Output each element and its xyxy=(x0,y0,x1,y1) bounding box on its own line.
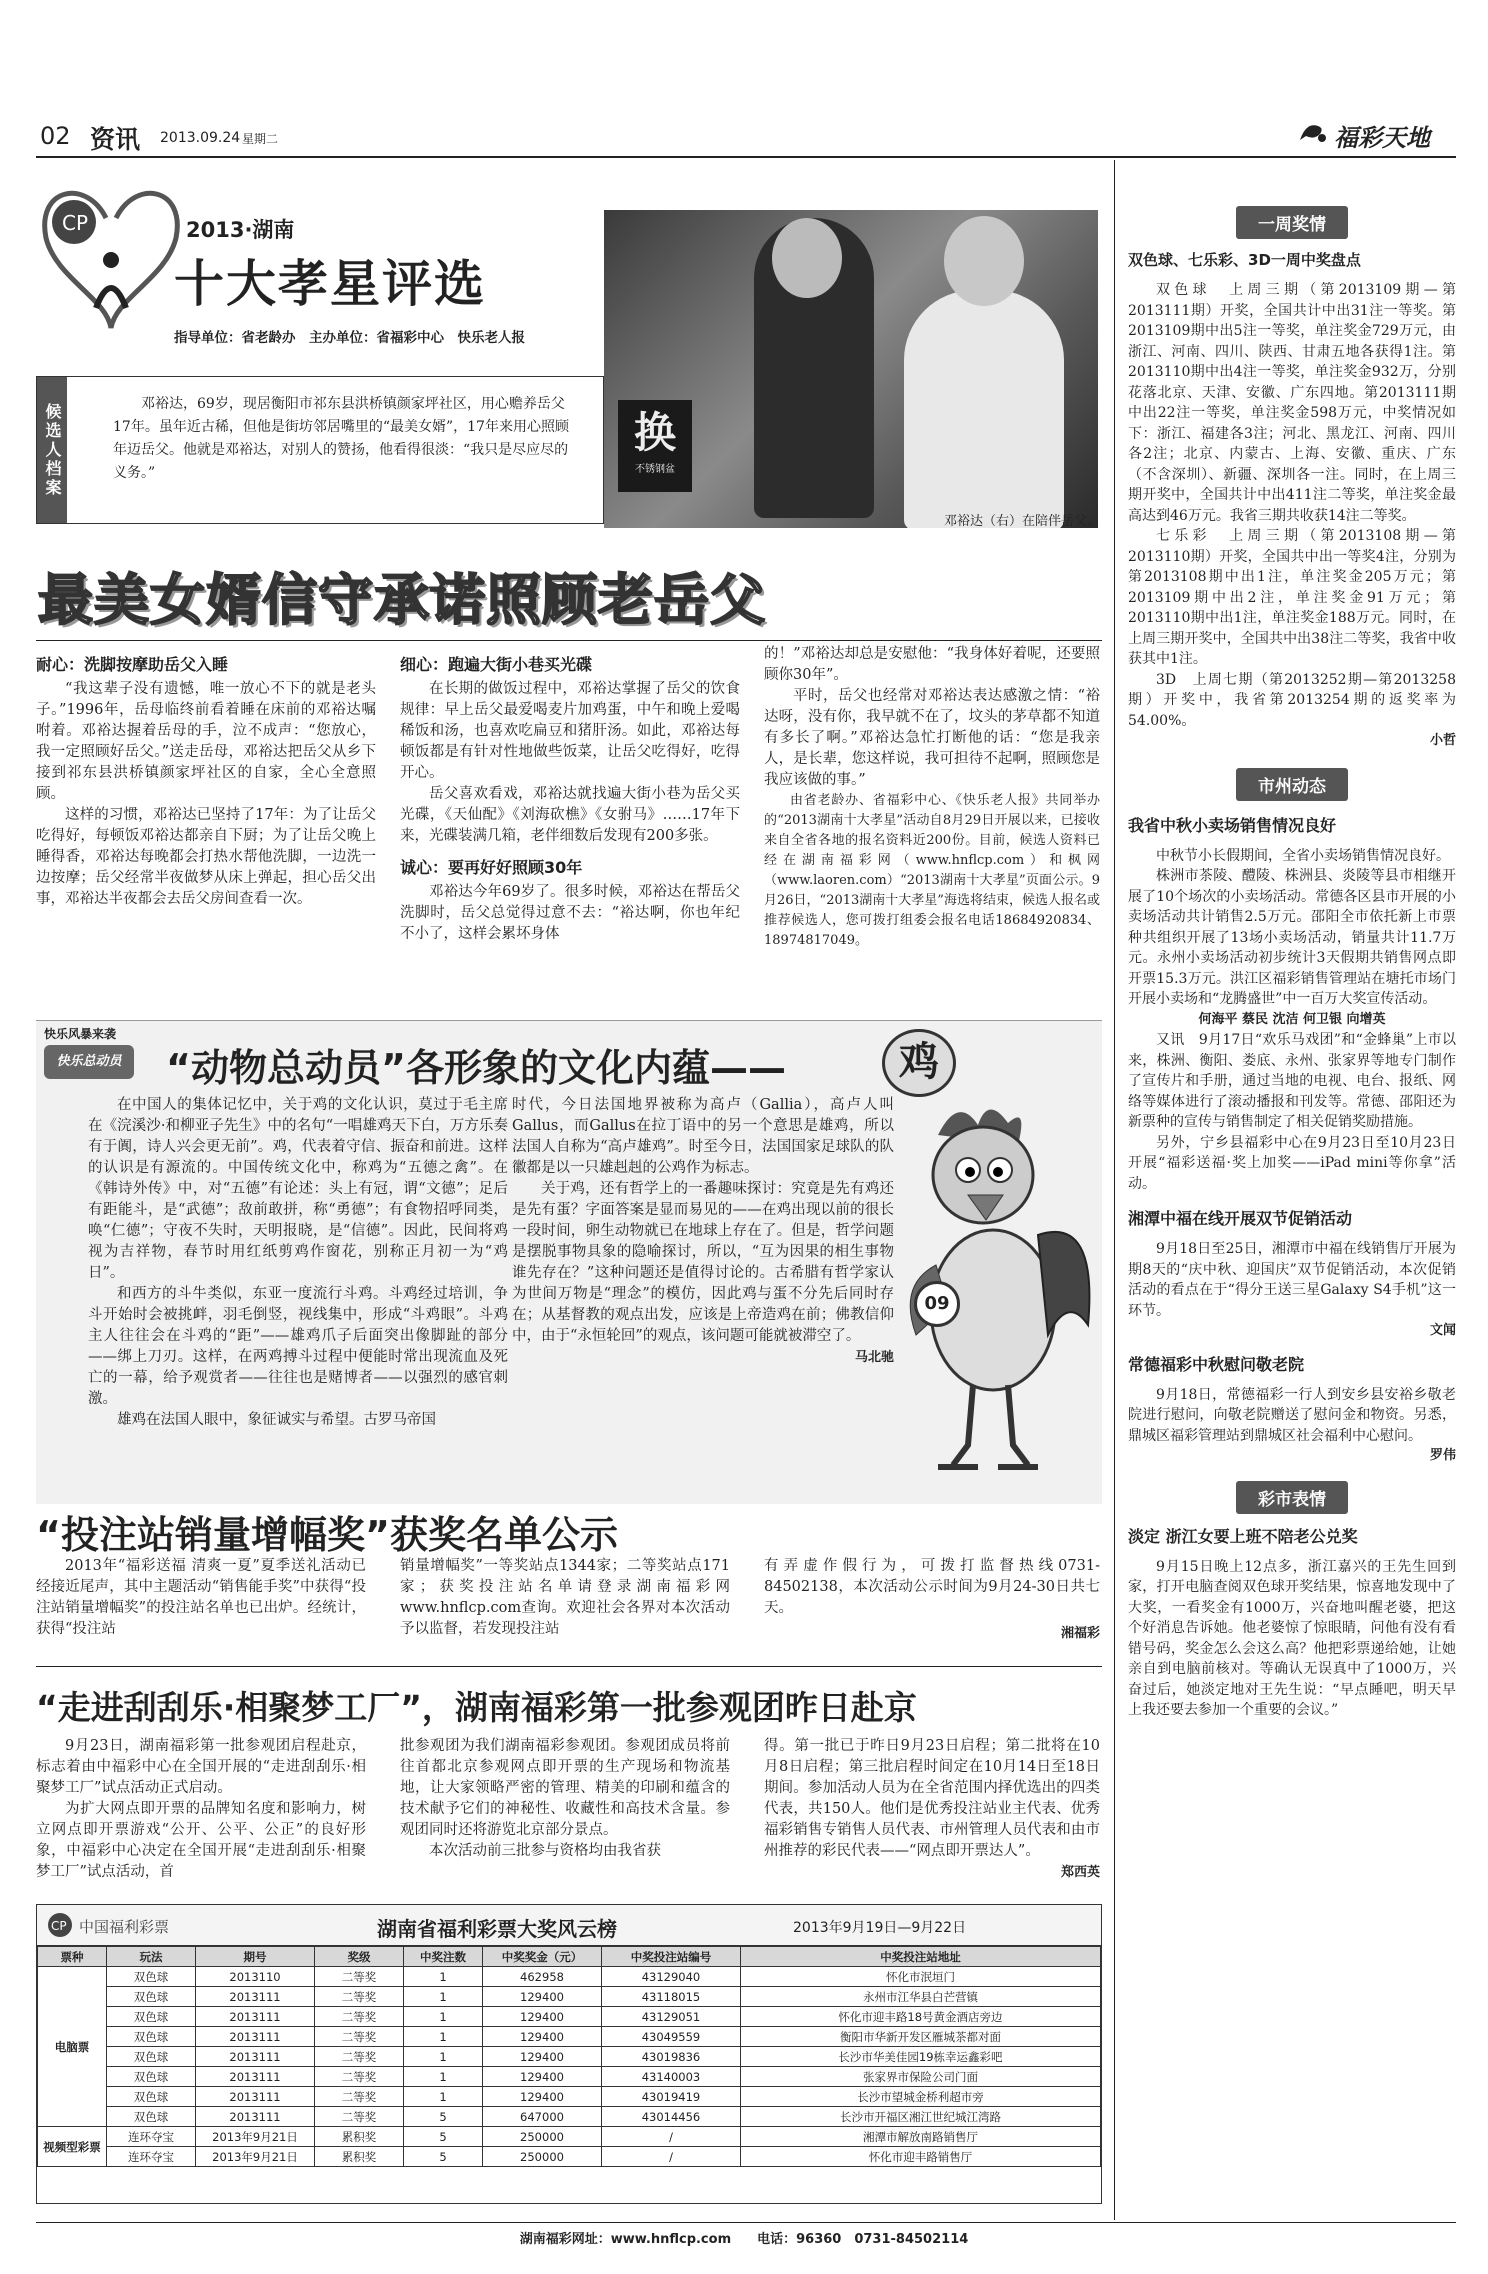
cell: 双色球 xyxy=(107,1967,196,1987)
cell: 43019419 xyxy=(602,2087,741,2107)
col-header: 票种 xyxy=(38,1947,107,1967)
pop-tag: 彩市表情 xyxy=(1236,1481,1348,1514)
rooster-section xyxy=(36,1020,1102,1504)
cell: 累积奖 xyxy=(315,2127,404,2147)
table-row xyxy=(38,1967,1101,1987)
col-header: 期号 xyxy=(196,1947,315,1967)
brand-name: 福彩天地 xyxy=(1334,123,1430,152)
cell: 长沙市华美佳园19栋幸运鑫彩吧 xyxy=(741,2047,1101,2067)
table-row xyxy=(38,2027,1101,2047)
rooster-para: 时代，今日法国地界被称为高卢（Gallia），高卢人叫Gallus，而Gallus在拉丁语中的另一个意思是雄鸡，所以法国人自称为“高卢雄鸡”。时至今日，法国国家足球队的队徽都是以一只雄赳赳的公鸡作为标志。 xyxy=(512,1097,894,1176)
col-header: 中奖投注站编号 xyxy=(602,1947,741,1967)
award-col-1 xyxy=(36,1556,366,1640)
col2-subhead-2: 诚心：要再好好照顾30年 xyxy=(400,858,583,877)
col-header: 中奖投注站地址 xyxy=(741,1947,1101,1967)
visit-para: 本次活动前三批参与资格均由我省获 xyxy=(429,1843,661,1859)
prize-table-head-row xyxy=(38,1947,1101,1967)
event-banner xyxy=(36,176,596,356)
cell: 双色球 xyxy=(107,2027,196,2047)
svg-text:CP: CP xyxy=(62,211,89,235)
banner-sponsors: 指导单位：省老龄办 主办单位：省福彩中心 快乐老人报 xyxy=(174,330,525,346)
cell: 647000 xyxy=(483,2107,602,2127)
col2-subhead: 细心：跑遍大街小巷买光碟 xyxy=(400,655,593,674)
prize-table-title: 湖南省福利彩票大奖风云榜 xyxy=(377,1917,617,1941)
cell: 双色球 xyxy=(107,2047,196,2067)
cell: 长沙市开福区湘江世纪城江湾路 xyxy=(741,2107,1101,2127)
cell: 2013111 xyxy=(196,2007,315,2027)
cell: 129400 xyxy=(483,2027,602,2047)
cell: 1 xyxy=(404,2047,483,2067)
photo-sign: 换 不锈钢盆 xyxy=(618,400,692,492)
cell: 二等奖 xyxy=(315,2087,404,2107)
rooster-title: “动物总动员”各形象的文化内蕴—— xyxy=(166,1046,786,1090)
issue-weekday: 星期二 xyxy=(242,132,279,146)
svg-text:CP: CP xyxy=(51,1919,67,1933)
cell: 二等奖 xyxy=(315,2027,404,2047)
visit-col-3 xyxy=(764,1736,1100,1883)
col3-para: 的！”邓裕达却总是安慰他：“我身体好着呢，还要照顾你30年”。 xyxy=(764,646,1100,683)
welfare-lottery-logo-icon xyxy=(47,1912,73,1942)
city-para: 株洲市茶陵、醴陵、株洲县、炎陵等县市相继开展了10个场次的小卖场活动。常德各区县市开展的小卖场活动共计销售2.5万元。邵阳全市依托新上市票种共组织开展了13场小卖场活动，销量共计11.7万元。永州小卖场活动初步统计3天假期共销售网点即开票15.3万元。洪江区福彩销售管理站在塘托市场门开展小卖场和“龙腾盛世”中一百万大奖宣传活动。 xyxy=(1128,868,1456,1007)
event-notice: 由省老龄办、省福彩中心、《快乐老人报》共同举办的“2013湖南十大孝星”活动自8月29日开展以来，已接收来自全省各地的报名资料近200份。目前，候选人资料已经在湖南福彩网（www.hnflcp.com）和枫网（www.laoren.com）“2013湖南十大孝星”页面公示。9月26日，“2013湖南十大孝星”海选将结束，候选人报名或推荐候选人，您可拨打组委会报名电话18684920834、18974817049。 xyxy=(764,793,1100,948)
cell: 二等奖 xyxy=(315,2067,404,2087)
visit-para: 得。第一批已于昨日9月23日启程；第二批将在10月8日启程；第三批启程时间定在10月14日至18日期间。参加活动人员为在全省范围内择优选出的四类代表，共150人。他们是优秀投注站业主代表、优秀福彩销售专销售人员代表、市州管理人员代表和由市州推荐的彩民代表——“网点即开票达人”。 xyxy=(764,1738,1100,1859)
weekly-author: 小哲 xyxy=(1429,733,1456,748)
photo-elder-head xyxy=(772,218,842,298)
cell: 二等奖 xyxy=(315,1967,404,1987)
cell: 43019836 xyxy=(602,2047,741,2067)
city-tag: 市州动态 xyxy=(1236,768,1348,801)
cell: 二等奖 xyxy=(315,1987,404,2007)
city-para: 9月18日，常德福彩一行人到安乡县安裕乡敬老院进行慰问，向敬老院赠送了慰问金和物资。另悉，鼎城区福彩管理站到鼎城区社会福利中心慰问。 xyxy=(1128,1386,1456,1444)
award-title: “投注站销量增幅奖”获奖名单公示 xyxy=(36,1513,618,1557)
visit-col-2 xyxy=(400,1736,730,1862)
cell: 2013年9月21日 xyxy=(196,2127,315,2147)
cell: 43140003 xyxy=(602,2067,741,2087)
col2b-para: 邓裕达今年69岁了。很多时候，邓裕达在帮岳父洗脚时，岳父总觉得过意不去：“裕达啊，你也年纪不小了，这样会累坏身体 xyxy=(400,884,740,942)
main-title-rule xyxy=(36,640,1102,641)
cell: 2013111 xyxy=(196,1987,315,2007)
cell: 双色球 xyxy=(107,1987,196,2007)
visit-title: “走进刮刮乐·相聚梦工厂”，湖南福彩第一批参观团昨日赴京 xyxy=(36,1688,917,1727)
heart-logo-icon xyxy=(36,178,186,350)
footer-rule xyxy=(36,2222,1456,2223)
prize-table xyxy=(37,1946,1101,2167)
rooster-author: 马北驰 xyxy=(854,1350,894,1365)
col-header: 中奖奖金（元） xyxy=(483,1947,602,1967)
col1-subhead: 耐心：洗脚按摩助岳父入睡 xyxy=(36,655,229,674)
cell: 1 xyxy=(404,2027,483,2047)
cell: 怀化市泯垣门 xyxy=(741,1967,1101,1987)
award-col-3 xyxy=(764,1556,1100,1644)
cell: 129400 xyxy=(483,2087,602,2107)
col1-para: 这样的习惯，邓裕达已坚持了17年：为了让岳父吃得好，每顿饭邓裕达都亲自下厨；为了让岳父晚上睡得香，邓裕达每晚都会打热水帮他洗脚，一边洗一边按摩；岳父经常半夜做梦从床上弹起，担心岳父出事，邓裕达半夜都会去岳父房间查看一次。 xyxy=(36,807,376,907)
cell: 2013111 xyxy=(196,2047,315,2067)
candidate-box xyxy=(36,376,604,524)
prize-table-period: 2013年9月19日—9月22日 xyxy=(793,1920,967,1936)
page-header xyxy=(36,118,1456,160)
page-footer: 湖南福彩网址：www.hnflcp.com 电话：96360 0731-84502114 xyxy=(519,2232,969,2247)
rooster-col-1 xyxy=(88,1095,508,1431)
col2-para: 在长期的做饭过程中，邓裕达掌握了岳父的饮食规律：早上岳父最爱喝麦片加鸡蛋，中午和晚上爱喝稀饭和汤，也喜欢吃扁豆和猪肝汤。如此，邓裕达每顿饭都是有针对性地做些饭菜，让岳父吃得好，吃得开心。 xyxy=(400,681,740,781)
city-para: 又讯 9月17日“欢乐马戏团”和“金蜂巢”上市以来，株洲、衡阳、娄底、永州、张家界等地专门制作了宣传片和手册，通过当地的电视、电台、报纸、网络等媒体进行了滚动播报和刊发等。常德、邵阳还为新票种的宣传与销售制定了相关促销奖励措施。 xyxy=(1128,1032,1456,1130)
rooster-para: 在中国人的集体记忆中，关于鸡的文化认识，莫过于毛主席在《浣溪沙·和柳亚子先生》中的名句“一唱雄鸡天下白，万方乐奏有于阗，诗人兴会更无前”。鸡，代表着守信、振奋和前进。这样的认识是有源流的。中国传统文化中，称鸡为“五德之禽”。在《韩诗外传》中，对“五德”有论述：头上有冠，谓“文德”；足后有距能斗，是“武德”；敌前敢拼，称“勇德”；有食物招呼同类，唤“仁德”；守夜不失时，天明报晓，是“信德”。因此，民间将鸡视为吉祥物，春节时用红纸剪鸡作窗花，别称正月初一为“鸡日”。 xyxy=(88,1097,508,1281)
candidate-tag: 候选人档案 xyxy=(37,377,67,523)
brand-logo-icon xyxy=(1298,120,1328,146)
city-title-2: 湘潭中福在线开展双节促销活动 xyxy=(1128,1209,1353,1228)
table-row xyxy=(38,2047,1101,2067)
prize-table-box xyxy=(36,1904,1102,2204)
cell: 1 xyxy=(404,2067,483,2087)
cell: 129400 xyxy=(483,2007,602,2027)
header-rule xyxy=(36,156,1456,158)
main-article-col-2 xyxy=(400,652,740,945)
col-header: 奖级 xyxy=(315,1947,404,1967)
candidate-text: 邓裕达，69岁，现居衡阳市祁东县洪桥镇颜家坪社区，用心赡养岳父17年。虽年近古稀，但他是街坊邻居嘴里的“最美女婿”，17年来用心照顾年迈岳父。他就是邓裕达，对别人的赞扬，他看得很淡：“我只是尽应尽的义务。” xyxy=(113,396,569,481)
cell: 2013110 xyxy=(196,1967,315,1987)
rooster-para: 雄鸡在法国人眼中，象征诚实与希望。古罗马帝国 xyxy=(117,1412,436,1428)
table-row xyxy=(38,2107,1101,2127)
photo-caption: 邓裕达（右）在陪伴岳父。 xyxy=(943,514,1100,529)
cell: 永州市江华县白芒营镇 xyxy=(741,1987,1101,2007)
main-article-col-1 xyxy=(36,652,376,910)
rooster-para: 和西方的斗牛类似，东亚一度流行斗鸡。斗鸡经过培训，争斗开始时会被挑衅，羽毛倒竖，视线集中，形成“斗鸡眼”。斗鸡主人往往会在斗鸡的“距”——雄鸡爪子后面突出像脚趾的部分——绑上刀刃。这样，在两鸡搏斗过程中便能时常出现流血及死亡的一幕，给予观赏者——往往也是赌博者——以强烈的感官刺激。 xyxy=(88,1286,508,1407)
page-number: 02 xyxy=(40,122,71,150)
weekly-title: 双色球、七乐彩、3D一周中奖盘点 xyxy=(1128,251,1361,269)
col2-para: 岳父喜欢看戏，邓裕达就找遍大街小巷为岳父买光碟，《天仙配》《刘海砍樵》《女驸马》……17年下来，光碟装满几箱，老伴细数后发现有200多张。 xyxy=(400,786,740,844)
award-author: 湘福彩 xyxy=(1060,1626,1100,1641)
main-article-col-3 xyxy=(764,644,1100,951)
cell: 129400 xyxy=(483,2067,602,2087)
cell: 湘潭市解放南路销售厅 xyxy=(741,2127,1101,2147)
cell: 张家界市保险公司门面 xyxy=(741,2067,1101,2087)
cell: 1 xyxy=(404,1987,483,2007)
col1-para: “我这辈子没有遗憾，唯一放心不下的就是老头子。”1996年，岳母临终前看着睡在床前的邓裕达嘱咐着。邓裕达握着岳母的手，泣不成声：“您放心，我一定照顾好岳父。”送走岳母，邓裕达把岳父从乡下接到祁东县洪桥镇颜家坪社区的自家，全心全意照顾。 xyxy=(36,681,376,802)
cell: / xyxy=(602,2127,741,2147)
section-name: 资讯 xyxy=(90,125,141,154)
cell: 衡阳市华新开发区雁城茶都对面 xyxy=(741,2027,1101,2047)
cell: 5 xyxy=(404,2147,483,2167)
photo-man-head xyxy=(944,216,1024,306)
issue-date: 2013.09.24 xyxy=(160,130,241,146)
cell: 1 xyxy=(404,2007,483,2027)
cell: 2013111 xyxy=(196,2107,315,2127)
cell: 43049559 xyxy=(602,2027,741,2047)
cell: 2013年9月21日 xyxy=(196,2147,315,2167)
visit-para: 为扩大网点即开票的品牌知名度和影响力，树立网点即开票游戏“公开、公平、公正”的良好形象，中福彩中心决定在全国开展“走进刮刮乐·相聚梦工厂”试点活动，首 xyxy=(36,1801,366,1880)
table-row xyxy=(38,2007,1101,2027)
article-photo xyxy=(604,210,1098,528)
sidebar-divider xyxy=(1114,160,1115,2220)
cell: 长沙市望城金桥利超市旁 xyxy=(741,2087,1101,2107)
weekly-para: 双色球 上周三期（第2013109期—第2013111期）开奖，全国共计中出31注一等奖。第2013109期中出5注一等奖，单注奖金729万元，由浙江、河南、四川、陕西、甘肃五地各获得1注。第2013110期中出4注一等奖，单注奖金932万，分别花落北京、天津、安徽、广东四地。第2013111期中出22注一等奖，单注奖金598万元，中奖情况如下：浙江、福建各3注；河北、黑龙江、河南、四川各2注；北京、内蒙古、上海、安徽、重庆、广东（不含深圳）、新疆、深圳各一注。同时，在上周三期开奖中，全国共计中出411注二等奖，单注奖金最高达到46万元。我省三期共收获14注二等奖。 xyxy=(1128,282,1456,524)
pop-para: 9月15日晚上12点多，浙江嘉兴的王先生回到家，打开电脑查阅双色球开奖结果，惊喜地发现中了大奖，一看奖金有1000万，兴奋地叫醒老婆，把这个好消息告诉她。他老婆惊了惊眼睛，问他有没有看错号码，奖金怎么会这么高？他把彩票递给她，让她亲自到电脑前核对。等确认无误真中了1000万，兴奋过后，她淡定地对王先生说：“早点睡吧，明天早上我还要去参加一个重要的会议。” xyxy=(1128,1558,1456,1718)
welfare-lottery-logo-text: 中国福利彩票 xyxy=(79,1918,170,1936)
cell: 二等奖 xyxy=(315,2007,404,2027)
rooster-badge: 快乐总动员 xyxy=(44,1045,134,1079)
cell: 双色球 xyxy=(107,2007,196,2027)
sidebar xyxy=(1128,206,1456,2206)
cell: 2013111 xyxy=(196,2067,315,2087)
table-row xyxy=(38,2067,1101,2087)
city-para: 另外，宁乡县福彩中心在9月23日至10月23日开展“福彩送福·奖上加奖——iPad mini等你拿”活动。 xyxy=(1128,1134,1456,1192)
cell: 连环夺宝 xyxy=(107,2147,196,2167)
col-header: 中奖注数 xyxy=(404,1947,483,1967)
city-para: 中秋节小长假期间，全省小卖场销售情况良好。 xyxy=(1156,847,1450,864)
table-row xyxy=(38,2147,1101,2167)
cell: 累积奖 xyxy=(315,2147,404,2167)
award-para: 销量增幅奖”一等奖站点1344家；二等奖站点171家；获奖投注站名单请登录湖南福彩网www.hnflcp.com查询。欢迎社会各界对本次活动予以监督，若发现投注站 xyxy=(400,1558,730,1637)
visit-para: 批参观团为我们湖南福彩参观团。参观团成员将前往首都北京参观网点即开票的生产现场和物流基地，让大家领略严密的管理、精美的印刷和蕴含的技术献予它们的神秘性、收藏性和高技术含量。参观团同时还将游览北京部分景点。 xyxy=(400,1738,730,1838)
cell: 怀化市迎丰路销售厅 xyxy=(741,2147,1101,2167)
photo-man-figure xyxy=(904,290,1064,528)
visit-col-1 xyxy=(36,1736,366,1883)
cell: 双色球 xyxy=(107,2067,196,2087)
city-title-1: 我省中秋小卖场销售情况良好 xyxy=(1128,815,1337,835)
table-row xyxy=(38,2087,1101,2107)
award-col-2 xyxy=(400,1556,730,1640)
cell: 43129040 xyxy=(602,1967,741,1987)
cell: 双色球 xyxy=(107,2107,196,2127)
cell: 250000 xyxy=(483,2127,602,2147)
city-authors: 何海平 蔡民 沈洁 何卫银 向增英 xyxy=(1198,1011,1386,1027)
cell: 43118015 xyxy=(602,1987,741,2007)
table-row xyxy=(38,1987,1101,2007)
weekly-para: 七乐彩 上周三期（第2013108期—第2013110期）开奖，全国共中出一等奖4注，分别为第2013108期中出1注，单注奖金205万元；第2013109期中出2注，单注奖金91万元；第2013110期中出1注，单注奖金188万元。同时，在上周三期开奖中，全国共中出38注二等奖，我省中收获其中1注。 xyxy=(1128,528,1456,667)
rooster-col-2 xyxy=(512,1095,894,1368)
cell: 43129051 xyxy=(602,2007,741,2027)
cell: 2013111 xyxy=(196,2087,315,2107)
cell: 2013111 xyxy=(196,2027,315,2047)
cell: 二等奖 xyxy=(315,2047,404,2067)
award-para: 有弄虚作假行为，可拨打监督热线0731-84502138，本次活动公示时间为9月24-30日共七天。 xyxy=(764,1558,1100,1616)
weekly-para: 3D 上周七期（第2013252期—第2013258期）开奖中，我省第2013254期的返奖率为54.00%。 xyxy=(1128,671,1456,729)
visit-author: 郑西英 xyxy=(1060,1865,1100,1880)
cell: 连环夺宝 xyxy=(107,2127,196,2147)
award-rule xyxy=(36,1666,1102,1667)
city-author-3: 罗伟 xyxy=(1429,1448,1456,1463)
cell: 1 xyxy=(404,2087,483,2107)
rooster-brand: 快乐风暴来袭 xyxy=(44,1027,117,1041)
pop-title: 淡定 浙江女要上班不陪老公兑奖 xyxy=(1128,1526,1358,1546)
cell: 129400 xyxy=(483,1987,602,2007)
cell: 1 xyxy=(404,1967,483,1987)
award-para: 2013年“福彩送福 清爽一夏”夏季送礼活动已经接近尾声，其中主题活动“销售能手奖”中获得“投注站销量增幅奖”的投注站名单也已出炉。经统计，获得“投注站 xyxy=(36,1558,366,1637)
cell: 5 xyxy=(404,2107,483,2127)
col-header: 玩法 xyxy=(107,1947,196,1967)
city-author-2: 文闻 xyxy=(1429,1323,1456,1338)
visit-para: 9月23日，湖南福彩第一批参观团启程赴京，标志着由中福彩中心在全国开展的“走进刮刮乐·相聚梦工厂”试点活动正式启动。 xyxy=(36,1738,366,1796)
city-para: 9月18日至25日，湘潭市中福在线销售厅开展为期8天的“庆中秋、迎国庆”双节促销活动，本次促销活动的看点在于“得分王送三星Galaxy S4手机”这一环节。 xyxy=(1128,1241,1456,1319)
rooster-para: 关于鸡，还有哲学上的一番趣味探讨：究竟是先有鸡还是先有蛋？字面答案是显而易见的——在鸡出现以前的很长一段时间，卵生动物就已在地球上存在了。但是，哲学问题是摆脱事物具象的隐喻探讨，所以，“互为因果的相生事物谁先存在？”这种问题还是值得讨论的。古希腊有哲学家认为世间万物是“理念”的模仿，因此鸡与蛋不分先后同时存在；从基督教的观点出发，应该是上帝造鸡在前；佛教信仰中，由于“永恒轮回”的观点，该问题可能就被滞空了。 xyxy=(512,1181,894,1344)
cell: 462958 xyxy=(483,1967,602,1987)
city-title-3: 常德福彩中秋慰问敬老院 xyxy=(1128,1354,1305,1374)
cell: 怀化市迎丰路18号黄金酒店旁边 xyxy=(741,2007,1101,2027)
banner-year-place: 2013·湖南 xyxy=(186,218,295,242)
rooster-number-badge: 09 xyxy=(914,1281,960,1327)
banner-title: 十大孝星评选 xyxy=(174,255,486,313)
weekly-tag: 一周奖情 xyxy=(1236,206,1348,239)
rooster-title-end: 鸡 xyxy=(882,1029,956,1097)
prize-table-header xyxy=(37,1905,1101,1946)
group-cell: 电脑票 xyxy=(38,1967,107,2127)
col3-para: 平时，岳父也经常对邓裕达表达感激之情：“裕达呀，没有你，我早就不在了，坟头的茅草都不知道有多长了啊。”邓裕达急忙打断他的话：“您是我亲人，是长辈，您这样说，我可担待不起啊，照顾您是我应该做的事。” xyxy=(764,688,1100,788)
group-cell: 视频型彩票 xyxy=(38,2127,107,2167)
table-row xyxy=(38,2127,1101,2147)
cell: 43014456 xyxy=(602,2107,741,2127)
cell: / xyxy=(602,2147,741,2167)
cell: 129400 xyxy=(483,2047,602,2067)
cell: 250000 xyxy=(483,2147,602,2167)
cell: 二等奖 xyxy=(315,2107,404,2127)
cell: 5 xyxy=(404,2127,483,2147)
main-article-title: 最美女婿信守承诺照顾老岳父 xyxy=(38,568,767,632)
cell: 双色球 xyxy=(107,2087,196,2107)
